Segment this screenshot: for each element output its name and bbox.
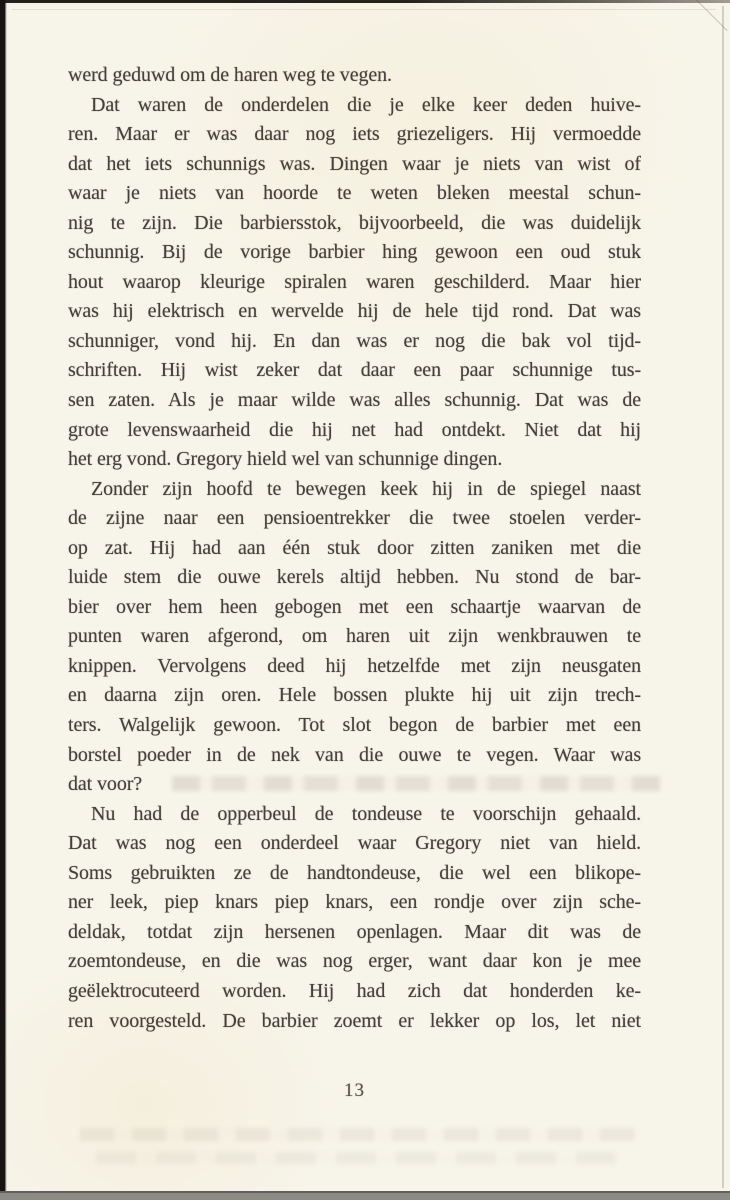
page-number: 13 [344, 1080, 365, 1101]
text-line: schunnig. Bij de vorige barbier hing gewoon een oud stuk [68, 241, 641, 264]
text-line: de zijne naar een pensioentrekker die twee stoelen verder- [68, 507, 641, 530]
scan-edge-left [0, 0, 7, 1200]
text-line: zoemtondeuse, en die was nog erger, want daar kon je mee [68, 950, 641, 973]
text-line: het erg vond. Gregory hield wel van schunnige dingen. [68, 448, 503, 471]
text-line: ren voorgesteld. De barbier zoemt er lekker op los, let niet [68, 1009, 641, 1032]
ink-show-through [80, 1128, 636, 1141]
text-line: schunniger, vond hij. En dan was er nog die bak vol tijd- [68, 329, 641, 352]
text-line: grote levenswaarheid die hij net had ontdekt. Niet dat hij [68, 418, 641, 441]
text-line: ters. Walgelijk gewoon. Tot slot begon de barbier met een [68, 714, 641, 737]
text-line: en daarna zijn oren. Hele bossen plukte hij uit zijn trech- [68, 684, 641, 707]
text-line: Dat waren de onderdelen die je elke keer deden huive- [91, 93, 641, 116]
text-line: hout waarop kleurige spiralen waren geschilderd. Maar hier [68, 270, 641, 293]
text-line: Soms gebruikten ze de handtondeuse, die wel een blikope- [68, 861, 641, 884]
text-line: luide stem die ouwe kerels altijd hebben. Nu stond de bar- [68, 566, 641, 589]
text-line: deldak, totdat zijn hersenen openlagen. Maar dit was de [68, 920, 641, 943]
scan-edge-top [0, 0, 730, 3]
text-line: sen zaten. Als je maar wilde was alles schunnig. Dat was de [68, 389, 641, 412]
text-line: schriften. Hij wist zeker dat daar een paar schunnige tus- [68, 359, 641, 382]
text-line: dat voor? [68, 773, 143, 796]
page-edge-hairline [12, 9, 716, 10]
ink-show-through [96, 1152, 616, 1164]
text-line: ner leek, piep knars piep knars, een rondje over zijn sche- [68, 891, 641, 914]
text-line: punten waren afgerond, om haren uit zijn wenkbrauwen te [68, 625, 641, 648]
text-line: knippen. Vervolgens deed hij hetzelfde met zijn neusgaten [68, 654, 641, 677]
text-line: waar je niets van hoorde te weten bleken meestal schun- [68, 182, 641, 205]
text-line: ren. Maar er was daar nog iets griezeligers. Hij vermoedde [68, 123, 641, 146]
page-text [68, 61, 641, 1036]
text-line: Dat was nog een onderdeel waar Gregory niet van hield. [68, 832, 641, 855]
text-line: nig te zijn. Die barbiersstok, bijvoorbeeld, die was duidelijk [68, 211, 641, 234]
text-line: Zonder zijn hoofd te bewegen keek hij in de spiegel naast [91, 477, 641, 500]
text-line: borstel poeder in de nek van die ouwe te vegen. Waar was [68, 743, 641, 766]
text-line: geëlektrocuteerd worden. Hij had zich dat honderden ke- [68, 979, 641, 1002]
text-line: dat het iets schunnigs was. Dingen waar je niets van wist of [68, 152, 641, 175]
text-line: werd geduwd om de haren weg te vegen. [68, 64, 392, 86]
text-line: op zat. Hij had aan één stuk door zitten zaniken met die [68, 536, 641, 559]
scan-edge-bottom [0, 1191, 730, 1200]
text-line: bier over hem heen gebogen met een schaartje waarvan de [68, 595, 641, 618]
text-line: Nu had de opperbeul de tondeuse te voorschijn gehaald. [91, 802, 641, 825]
text-line: was hij elektrisch en wervelde hij de hele tijd rond. Dat was [68, 300, 641, 323]
scan-edge-right [722, 6, 724, 1188]
